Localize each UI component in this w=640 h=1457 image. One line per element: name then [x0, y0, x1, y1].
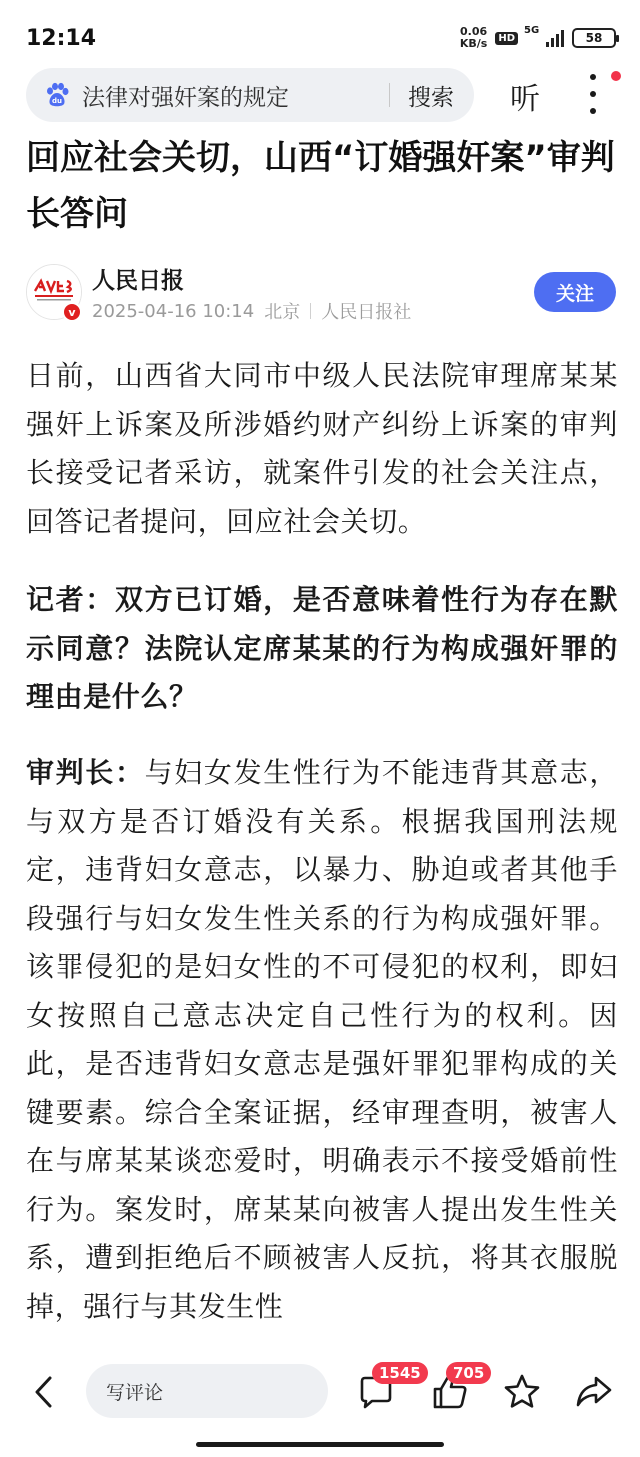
publish-location: 北京	[264, 302, 301, 323]
network-speed: 0.06 KB/s	[459, 25, 488, 50]
listen-button[interactable]: 听	[510, 82, 540, 117]
article-title: 回应社会关切，山西“订婚强奸案”审判长答问	[26, 138, 615, 234]
publisher-name: 人民日报社	[321, 302, 412, 323]
divider	[389, 83, 390, 107]
like-count-badge: 705	[446, 1362, 491, 1384]
publish-date: 2025-04-16 10:14	[92, 300, 255, 322]
comment-input[interactable]: 写评论	[86, 1364, 328, 1418]
share-button[interactable]	[574, 1372, 614, 1412]
article-paragraph-1: 日前，山西省大同市中级人民法院审理席某某强奸上诉案及所涉婚约财产纠纷上诉案的审判长接受记者采访，就案件引发的社会关注点，回答记者提问，回应社会关切。	[26, 359, 618, 538]
status-time: 12:14	[26, 26, 97, 51]
comment-button[interactable]	[356, 1364, 421, 1412]
verified-badge-icon: v	[62, 302, 82, 322]
comment-count-badge: 1545	[372, 1362, 428, 1384]
author-row	[26, 262, 616, 326]
search-query: 法律对强奸案的规定	[82, 84, 289, 111]
paragraph-text: 与妇女发生性行为不能违背其意志，与双方是否订婚没有关系。根据我国刑法规定，违背妇女意志，以暴力、胁迫或者其他手段强行与妇女发生性关系的行为构成强奸罪。该罪侵犯的是妇女性的不可侵犯的权利，即妇女按照自己意志决定自己性行为的权利。因此，是否违背妇女意志是强奸罪犯罪构成的关键要素。综合全案证据，经审理查明，被害人在与席某某谈恋爱时，明确表示不接受婚前性行为。案发时，席某某向被害人提出发生性关系，遭到拒绝后不顾被害人反抗，将其衣服脱掉，强行与其发生性	[26, 756, 618, 1323]
share-icon	[574, 1372, 614, 1412]
status-bar	[0, 0, 640, 64]
back-icon[interactable]	[30, 1374, 60, 1410]
baidu-paw-icon	[44, 82, 70, 108]
battery-icon: 58	[572, 28, 616, 48]
search-row	[0, 68, 640, 122]
like-button[interactable]	[430, 1364, 485, 1412]
article-paragraph-2: 记者：双方已订婚，是否意味着性行为存在默示同意？法院认定席某某的行为构成强奸罪的理由是什么？	[26, 583, 618, 713]
search-button[interactable]: 搜索	[408, 84, 454, 111]
notification-dot	[611, 71, 621, 81]
status-icons	[460, 26, 616, 50]
signal-icon: 5G	[526, 29, 564, 47]
svg-text:du: du	[52, 97, 62, 105]
more-icon[interactable]	[588, 74, 598, 114]
search-input[interactable]	[26, 68, 474, 122]
article-paragraph-3	[26, 749, 618, 1351]
speaker-label: 审判长：	[26, 756, 145, 789]
follow-button[interactable]: 关注	[534, 272, 616, 312]
home-indicator[interactable]	[196, 1442, 444, 1447]
hd-icon: HD	[495, 32, 518, 45]
favorite-button[interactable]	[502, 1372, 542, 1412]
star-icon	[502, 1372, 542, 1412]
author-meta	[92, 298, 411, 324]
divider	[310, 303, 311, 319]
author-name[interactable]: 人民日报	[92, 268, 184, 294]
